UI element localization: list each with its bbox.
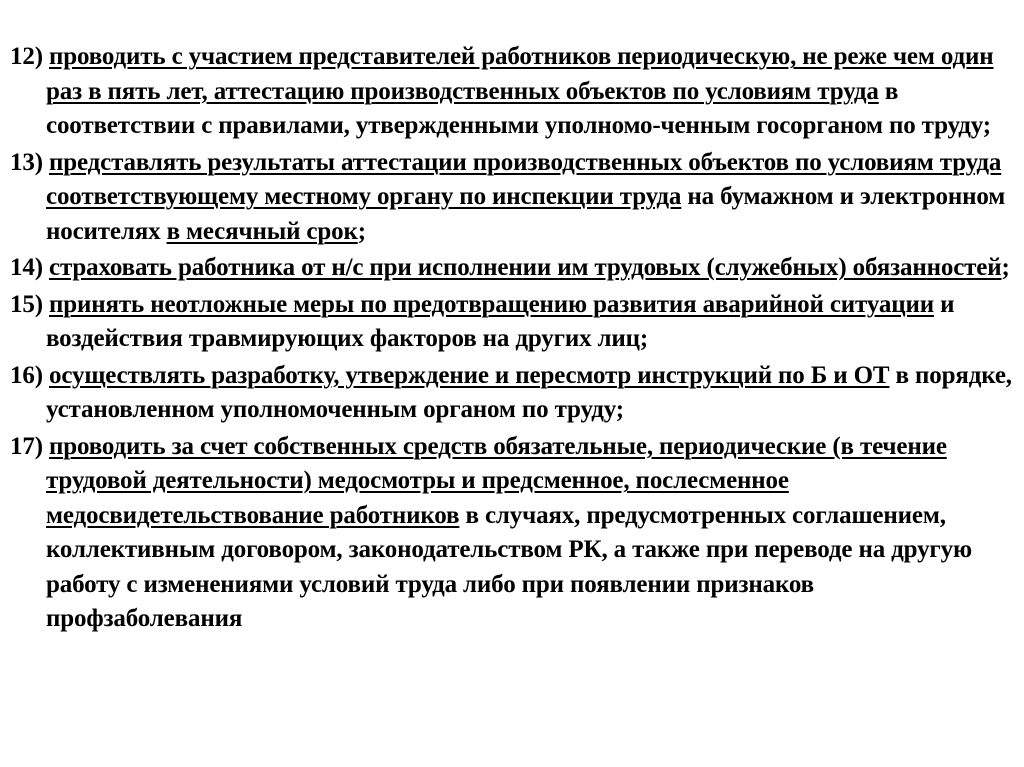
item-number: 13) (10, 148, 43, 176)
list-item-16 (10, 359, 1015, 428)
item-underlined-text: принять неотложные меры по предотвращению развития аварийной ситуации (49, 290, 934, 318)
item-underlined-text-2: в месячный срок (166, 217, 358, 245)
item-underlined-text: осуществлять разработку, утверждение и пересмотр инструкций по Б и ОТ (49, 361, 890, 389)
item-tail-text: ; (1001, 254, 1010, 281)
item-number: 16) (10, 361, 43, 389)
list-item-15 (10, 288, 1015, 357)
list-item-14 (10, 251, 1015, 286)
item-number: 17) (10, 432, 43, 460)
item-number: 15) (10, 290, 43, 318)
list-item-17 (10, 430, 1015, 637)
item-tail-text: в случаях, предусмотренных соглашением, коллективным договором, законодательством РК, а также при переводе на другую работу с изменениями условий труда либо при появлении признаков профзаболевания (46, 501, 972, 632)
item-tail-text: в соответствии с правилами, утвержденными уполномо-ченным госорганом по труду; (46, 77, 991, 139)
item-tail-text: в порядке, установленном уполномоченным органом по труду; (46, 361, 1012, 423)
list-item-12 (10, 40, 1015, 144)
item-underlined-text: страховать работника от н/с при исполнении им трудовых (служебных) обязанностей (49, 254, 1002, 281)
item-number: 12) (10, 43, 43, 70)
item-underlined-text: проводить за счет собственных средств обязательные, периодические (в течение трудовой деятельности) медосмотры и предсменное, послесменное медосвидетельствование работников (46, 432, 947, 529)
item-tail-text: и воздействия травмирующих факторов на других лиц; (46, 290, 955, 352)
item-tail-text: ; (357, 217, 366, 245)
item-middle-text: на бумажном и электронном носителях (46, 183, 1006, 245)
obligations-list (10, 40, 1015, 639)
item-underlined-text: представлять результаты аттестации производственных объектов по условиям труда соответствующему местному органу по инспекции труда (46, 148, 1002, 210)
item-underlined-text: проводить с участием представителей работников периодическую, не реже чем один раз в пять лет, аттестацию производственных объектов по условиям труда (46, 43, 994, 105)
list-item-13 (10, 146, 1015, 250)
item-number: 14) (10, 254, 43, 281)
